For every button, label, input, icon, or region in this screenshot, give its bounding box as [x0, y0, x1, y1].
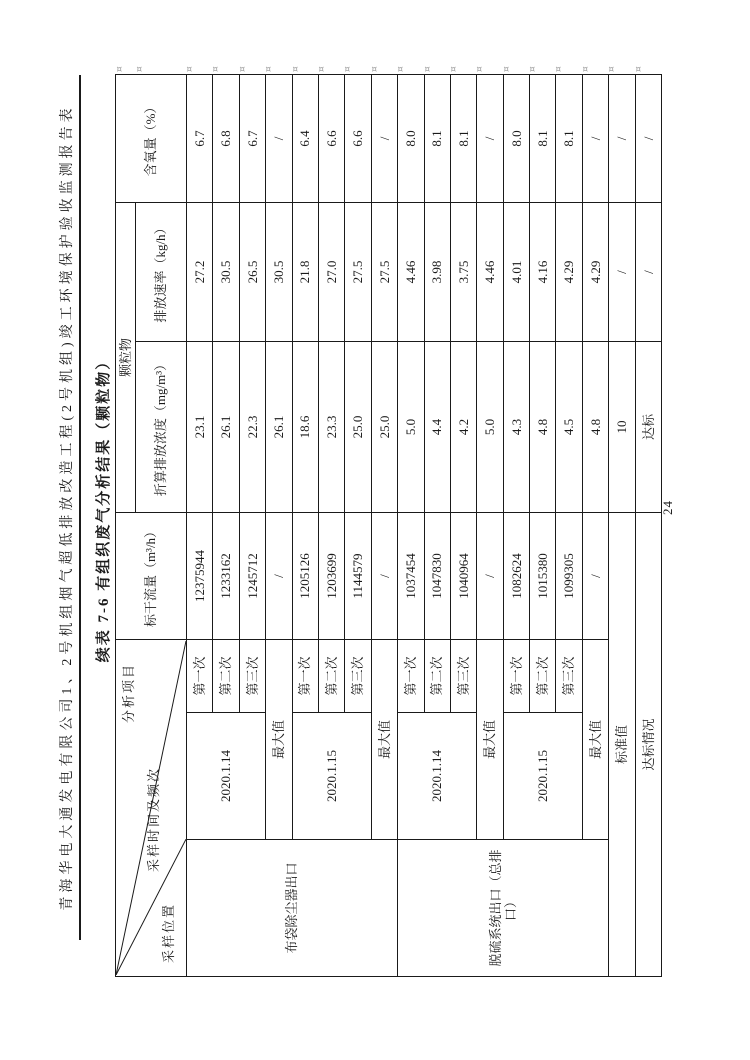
diagonal-header-cell: [116, 640, 187, 977]
cell-o2: /: [477, 74, 503, 202]
cell-conc: 5.0: [477, 342, 503, 513]
cell-freq: 第一次: [187, 640, 213, 713]
cell-rate: /: [635, 202, 661, 341]
table-row-compliance: [635, 74, 661, 976]
cell-date: 2020.1.14: [187, 713, 266, 840]
diagonal-label-sampling-location: 采样位置: [161, 902, 176, 963]
cell-rate: 3.98: [424, 202, 450, 341]
cell-o2: 8.0: [503, 74, 529, 202]
row-end-markers: [115, 66, 660, 72]
header-concentration: 折算排放浓度（mg/m³）: [136, 342, 187, 513]
row-end-marker: ¤: [528, 66, 539, 72]
cell-flow: 1245712: [239, 513, 265, 640]
table-row: [187, 74, 213, 976]
cell-conc: 25.0: [371, 342, 397, 513]
cell-conc: 22.3: [239, 342, 265, 513]
cell-freq: 第一次: [503, 640, 529, 713]
cell-flow: 1233162: [213, 513, 239, 640]
header-flow: 标干流量（m³/h）: [116, 513, 187, 640]
row-end-marker: ¤: [501, 66, 512, 72]
cell-freq: 第二次: [318, 640, 344, 713]
cell-flow: /: [266, 513, 292, 640]
cell-location: 脱硫系统出口（总排口）: [398, 840, 609, 977]
cell-location: 布袋除尘器出口: [187, 840, 398, 977]
cell-rate: 27.5: [345, 202, 371, 341]
cell-conc: 4.8: [582, 342, 608, 513]
cell-flow: 1082624: [503, 513, 529, 640]
cell-flow: 1037454: [398, 513, 424, 640]
header-oxygen: 含氧量（%）: [116, 74, 187, 202]
cell-flow: /: [371, 513, 397, 640]
cell-o2: 8.1: [530, 74, 556, 202]
row-end-marker: ¤: [607, 66, 618, 72]
row-end-marker: ¤: [633, 66, 644, 72]
row-end-marker: ¤: [580, 66, 591, 72]
cell-conc: 23.3: [318, 342, 344, 513]
cell-compliance-label: 达标情况: [635, 513, 661, 977]
cell-conc: 4.3: [503, 342, 529, 513]
cell-freq: 第二次: [530, 640, 556, 713]
header-rule: [79, 75, 81, 940]
row-end-marker: ¤: [343, 66, 354, 72]
cell-o2: 6.4: [292, 74, 318, 202]
cell-flow: /: [582, 513, 608, 640]
cell-freq: 第三次: [239, 640, 265, 713]
header-particulate-group: 颗粒物: [116, 202, 136, 512]
cell-conc: 23.1: [187, 342, 213, 513]
cell-o2: 8.1: [424, 74, 450, 202]
cell-o2: 6.8: [213, 74, 239, 202]
cell-flow: 1144579: [345, 513, 371, 640]
cell-freq: 第三次: [345, 640, 371, 713]
cell-freq: 第二次: [424, 640, 450, 713]
cell-o2: 6.7: [239, 74, 265, 202]
diagonal-label-analysis-item: 分析项目: [121, 662, 136, 723]
cell-flow: 1205126: [292, 513, 318, 640]
cell-rate: 4.01: [503, 202, 529, 341]
cell-conc: 10: [609, 342, 635, 513]
row-end-marker: ¤: [135, 66, 145, 72]
cell-conc: 5.0: [398, 342, 424, 513]
table-row-standard: [609, 74, 635, 976]
row-end-marker: ¤: [369, 66, 380, 72]
row-end-marker: ¤: [448, 66, 459, 72]
cell-flow: 1015380: [530, 513, 556, 640]
cell-o2: 6.6: [318, 74, 344, 202]
cell-date: 2020.1.15: [292, 713, 371, 840]
cell-conc: 18.6: [292, 342, 318, 513]
cell-conc: 4.8: [530, 342, 556, 513]
row-end-marker: ¤: [185, 66, 195, 72]
diagonal-label-sampling-time: 采样时间及频次: [146, 766, 161, 872]
cell-conc: 4.4: [424, 342, 450, 513]
cell-freq: 第一次: [398, 640, 424, 713]
cell-rate: 4.46: [477, 202, 503, 341]
cell-flow: 1040964: [450, 513, 476, 640]
cell-max-label: 最大值: [582, 640, 608, 840]
cell-o2: 6.7: [187, 74, 213, 202]
cell-flow: 1047830: [424, 513, 450, 640]
cell-conc: 4.5: [556, 342, 582, 513]
cell-rate: 4.29: [582, 202, 608, 341]
cell-rate: 30.5: [213, 202, 239, 341]
cell-rate: 4.29: [556, 202, 582, 341]
cell-rate: 27.2: [187, 202, 213, 341]
row-end-marker: ¤: [316, 66, 327, 72]
cell-rate: 27.0: [318, 202, 344, 341]
row-end-marker: ¤: [264, 66, 275, 72]
cell-max-label: 最大值: [371, 640, 397, 840]
cell-o2: 8.1: [556, 74, 582, 202]
header-row-group: [116, 74, 136, 976]
row-end-marker: ¤: [290, 66, 301, 72]
cell-max-label: 最大值: [266, 640, 292, 840]
cell-date: 2020.1.14: [398, 713, 477, 840]
results-table: [115, 74, 662, 977]
table-row: [398, 74, 424, 976]
row-end-marker: ¤: [475, 66, 486, 72]
cell-freq: 第一次: [292, 640, 318, 713]
cell-flow: 1099305: [556, 513, 582, 640]
cell-conc: 4.2: [450, 342, 476, 513]
page-number: 24: [660, 500, 675, 515]
cell-rate: 27.5: [371, 202, 397, 341]
cell-flow: /: [477, 513, 503, 640]
cell-freq: 第三次: [450, 640, 476, 713]
row-end-marker: ¤: [554, 66, 565, 72]
cell-max-label: 最大值: [477, 640, 503, 840]
header-rate: 排放速率（kg/h）: [136, 202, 187, 341]
cell-rate: 3.75: [450, 202, 476, 341]
cell-conc: 25.0: [345, 342, 371, 513]
cell-o2: 8.0: [398, 74, 424, 202]
cell-freq: 第三次: [556, 640, 582, 713]
cell-rate: 30.5: [266, 202, 292, 341]
document-header-title: 青海华电大通发电有限公司1、2号机组烟气超低排放改造工程(2号机组)竣工环境保护验收监测报告表: [60, 104, 75, 911]
row-end-marker: ¤: [237, 66, 248, 72]
row-end-marker: ¤: [211, 66, 222, 72]
cell-o2: 6.6: [345, 74, 371, 202]
diagonal-wrap: [116, 641, 186, 975]
cell-rate: 26.5: [239, 202, 265, 341]
cell-o2: /: [266, 74, 292, 202]
cell-standard-label: 标准值: [609, 513, 635, 977]
cell-rate: /: [609, 202, 635, 341]
cell-flow: 12375944: [187, 513, 213, 640]
cell-o2: /: [582, 74, 608, 202]
row-end-marker: ¤: [422, 66, 433, 72]
cell-rate: 4.16: [530, 202, 556, 341]
row-end-marker: ¤: [115, 66, 125, 72]
cell-o2: 8.1: [450, 74, 476, 202]
cell-conc: 达标: [635, 342, 661, 513]
cell-o2: /: [635, 74, 661, 202]
cell-rate: 21.8: [292, 202, 318, 341]
cell-conc: 26.1: [266, 342, 292, 513]
table-caption: 续表 7-6 有组织废气分析结果（颗粒物）: [96, 352, 112, 663]
cell-rate: 4.46: [398, 202, 424, 341]
cell-freq: 第二次: [213, 640, 239, 713]
row-end-marker: ¤: [396, 66, 407, 72]
cell-date: 2020.1.15: [503, 713, 582, 840]
cell-flow: 1203699: [318, 513, 344, 640]
cell-o2: /: [371, 74, 397, 202]
cell-o2: /: [609, 74, 635, 202]
cell-conc: 26.1: [213, 342, 239, 513]
